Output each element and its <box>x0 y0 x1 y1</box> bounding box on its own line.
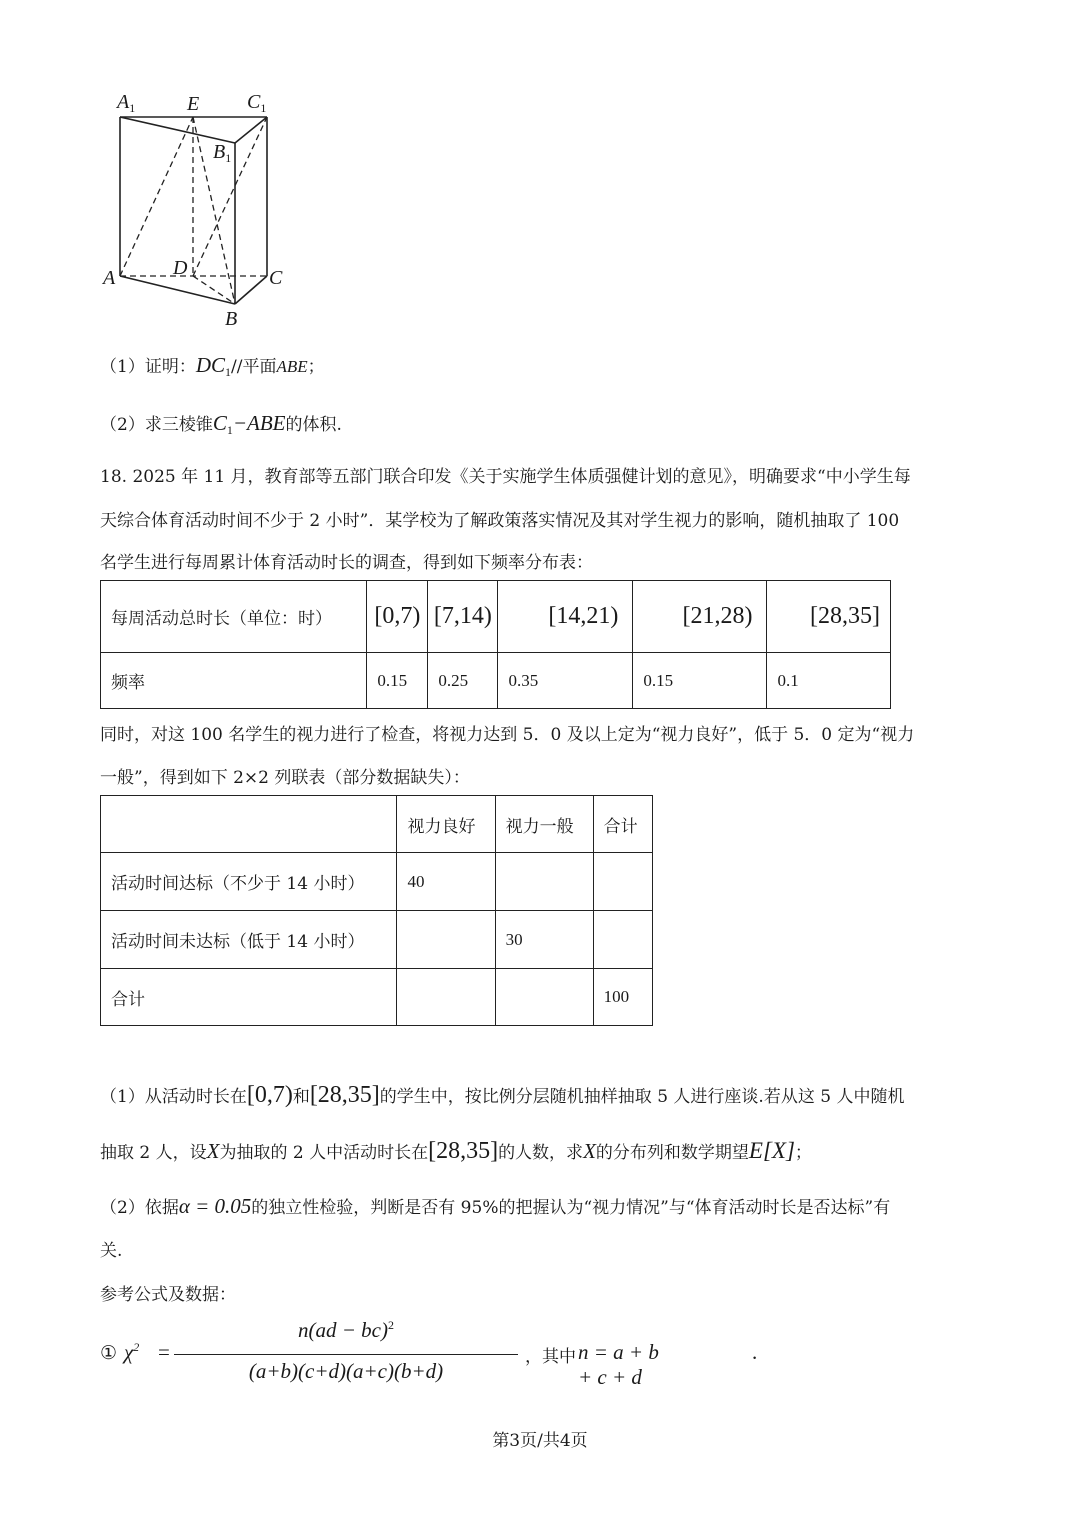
label-b: B <box>225 308 238 330</box>
contingency-col-header: 视力一般 <box>495 796 593 853</box>
freq-value-cell: 0.15 <box>633 653 767 709</box>
freq-value-cell: 0.25 <box>428 653 498 709</box>
freq-value-cell: 0.35 <box>498 653 633 709</box>
freq-interval-cell: [14,21) <box>498 581 633 653</box>
edge-ab <box>120 276 235 304</box>
prism-diagram <box>95 85 305 335</box>
freq-interval-cell: [21,28) <box>633 581 767 653</box>
freq-interval-cell: [28,35] <box>767 581 891 653</box>
edge-bc <box>235 276 267 304</box>
freq-row-values <box>101 653 891 709</box>
contingency-header-row <box>101 796 653 853</box>
contingency-row <box>101 911 653 969</box>
freq-row-header-frequency: 频率 <box>101 653 367 709</box>
page-footer: 第3页/共4页 <box>492 1431 588 1451</box>
contingency-cell <box>495 853 593 911</box>
frequency-table <box>100 580 891 709</box>
q18-intro-line3: 名学生进行每周累计体育活动时长的调查，得到如下频率分布表： <box>100 553 593 573</box>
edge-b1c1 <box>235 117 267 143</box>
prism-figure <box>95 85 305 335</box>
contingency-col-header: 视力良好 <box>397 796 495 853</box>
freq-value-cell: 0.1 <box>767 653 891 709</box>
q18-part1-line2: 抽取 2 人，设X为抽取的 2 人中活动时长在[28,35]的人数，求X的分布列和数学期望E[X]； <box>100 1138 812 1164</box>
contingency-cell <box>593 911 652 969</box>
q18-intro-line1: 18. 2025 年 11 月，教育部等五部门联合印发《关于实施学生体质强健计划的意见》，明确要求“中小学生每 <box>100 467 911 487</box>
contingency-cell: 40 <box>397 853 495 911</box>
freq-interval-cell: [7,14) <box>428 581 498 653</box>
formula-fraction-bar <box>174 1354 518 1355</box>
q17-part2: （2）求三棱锥$C_1-ABE$的体积. <box>100 411 342 437</box>
label-c: C <box>269 267 283 289</box>
freq-row-intervals <box>101 581 891 653</box>
reference-title: 参考公式及数据： <box>100 1285 236 1305</box>
contingency-cell: 100 <box>593 969 652 1026</box>
contingency-cell: 30 <box>495 911 593 969</box>
q18-intro-line2: 天综合体育活动时间不少于 2 小时”．某学校为了解政策落实情况及其对学生视力的影响，随机抽取了 100 <box>100 511 900 531</box>
contingency-table <box>100 795 653 1026</box>
formula-denominator: (a+b)(c+d)(a+c)(b+d) <box>248 1359 444 1383</box>
freq-row-header-duration: 每周活动总时长（单位：时） <box>101 581 367 653</box>
edge-a1b1 <box>120 117 235 143</box>
q18-mid-line1: 同时，对这 100 名学生的视力进行了检查，将视力达到 5．0 及以上定为“视力良好”，低于 5．0 定为“视力 <box>100 725 915 745</box>
label-a1: $A_1$ <box>117 91 136 115</box>
label-c1: $C_1$ <box>247 91 267 115</box>
q18-part1-line1: （1）从活动时长在[0,7)和[28,35]的学生中，按比例分层随机抽样抽取 5 人进行座谈.若从这 5 人中随机 <box>100 1082 905 1108</box>
formula-period: . <box>752 1340 758 1364</box>
formula-numerator: n(ad − bc)$^2$ <box>298 1318 394 1342</box>
formula-circle-number: ① <box>100 1342 118 1364</box>
contingency-row-label: 活动时间未达标（低于 14 小时） <box>101 911 397 969</box>
contingency-row-label: 活动时间达标（不少于 14 小时） <box>101 853 397 911</box>
q17-part1: （1）证明：$DC_1//$平面ABE； <box>100 353 325 379</box>
edge-db-hidden <box>193 276 235 304</box>
contingency-cell <box>397 969 495 1026</box>
label-d: D <box>173 257 188 279</box>
freq-value-cell: 0.15 <box>367 653 428 709</box>
q18-part2-line2: 关. <box>100 1241 123 1261</box>
contingency-col-header: 合计 <box>593 796 652 853</box>
formula-n-def: n = a + b + c + d <box>578 1340 659 1389</box>
q18-mid-line2: 一般”，得到如下 2×2 列联表（部分数据缺失）： <box>100 768 470 788</box>
label-e: E <box>187 93 200 115</box>
formula-where: ，其中 <box>525 1347 576 1367</box>
contingency-cell <box>397 911 495 969</box>
formula-equals: = <box>158 1340 170 1364</box>
q18-part2-line1: （2）依据α = 0.05的独立性检验，判断是否有 95%的把握认为“视力情况”与“体育活动时长是否达标”有 <box>100 1194 891 1218</box>
contingency-row-label: 合计 <box>101 969 397 1026</box>
label-a: A <box>103 267 116 289</box>
contingency-cell <box>593 853 652 911</box>
freq-interval-cell: [0,7) <box>367 581 428 653</box>
chi-square-formula <box>100 1318 758 1398</box>
contingency-cell <box>495 969 593 1026</box>
contingency-row <box>101 969 653 1026</box>
contingency-row <box>101 853 653 911</box>
formula-chi: $\chi^2$ <box>124 1340 140 1364</box>
label-b1: $B_1$ <box>213 141 232 165</box>
edge-ae-hidden <box>120 117 193 276</box>
contingency-corner-cell <box>101 796 397 853</box>
